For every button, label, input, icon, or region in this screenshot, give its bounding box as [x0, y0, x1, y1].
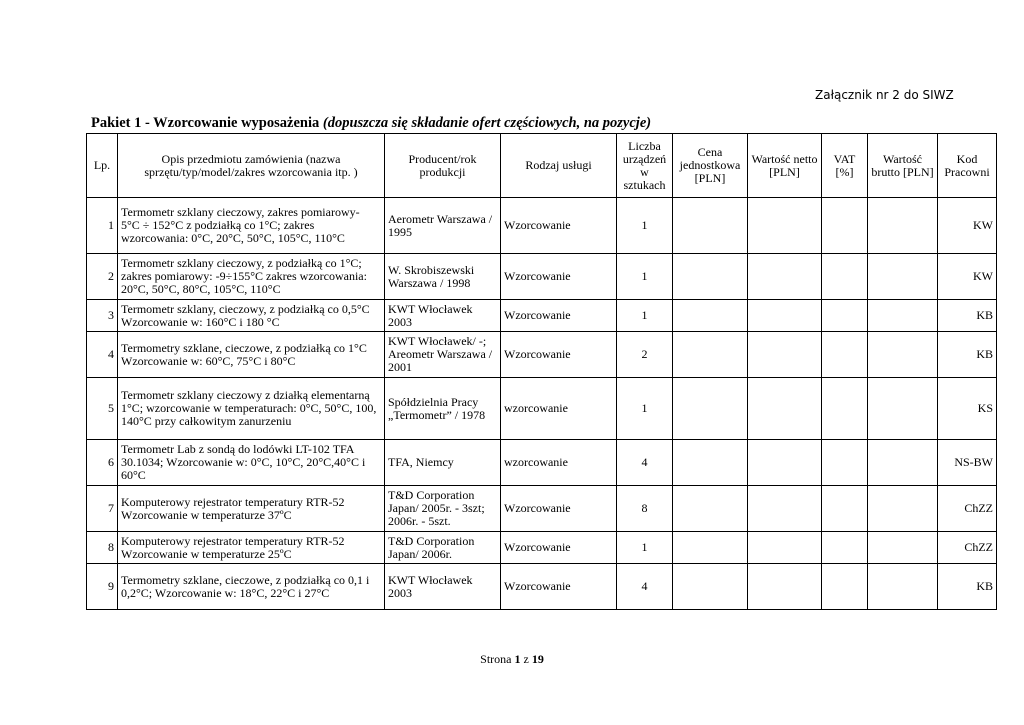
col-service: Rodzaj usługi: [501, 134, 617, 198]
cell-gross-value[interactable]: [868, 378, 938, 440]
cell-lp: 2: [87, 254, 118, 300]
cell-service: wzorcowanie: [501, 378, 617, 440]
annex-label: Załącznik nr 2 do SIWZ: [815, 88, 954, 102]
cell-description: Komputerowy rejestrator temperatury RTR-52 Wzorcowanie w temperaturze 25ºC: [118, 532, 385, 564]
cell-quantity: 1: [617, 198, 673, 254]
cell-gross-value[interactable]: [868, 332, 938, 378]
col-quantity: Liczba urządzeń w sztukach: [617, 134, 673, 198]
table-row: [87, 486, 997, 532]
cell-net-value[interactable]: [748, 198, 822, 254]
cell-gross-value[interactable]: [868, 564, 938, 610]
cell-producer: T&D Corporation Japan/ 2006r.: [385, 532, 501, 564]
col-lab-code: Kod Pracowni: [938, 134, 997, 198]
cell-net-value[interactable]: [748, 254, 822, 300]
cell-lab-code: ChZZ: [938, 486, 997, 532]
page-title: [91, 115, 651, 132]
cell-unit-price[interactable]: [673, 254, 748, 300]
cell-producer: KWT Włocławek 2003: [385, 300, 501, 332]
cell-service: Wzorcowanie: [501, 564, 617, 610]
cell-lp: 1: [87, 198, 118, 254]
cell-gross-value[interactable]: [868, 300, 938, 332]
cell-service: Wzorcowanie: [501, 300, 617, 332]
cell-unit-price[interactable]: [673, 532, 748, 564]
cell-unit-price[interactable]: [673, 378, 748, 440]
footer-prefix: Strona: [480, 652, 512, 666]
cell-lab-code: KB: [938, 332, 997, 378]
col-vat: VAT [%]: [822, 134, 868, 198]
cell-vat[interactable]: [822, 254, 868, 300]
table-row: [87, 300, 997, 332]
cell-gross-value[interactable]: [868, 532, 938, 564]
col-lp: Lp.: [87, 134, 118, 198]
cell-lp: 8: [87, 532, 118, 564]
page-footer: [0, 652, 1024, 667]
cell-gross-value[interactable]: [868, 440, 938, 486]
cell-lp: 5: [87, 378, 118, 440]
cell-quantity: 1: [617, 378, 673, 440]
cell-service: Wzorcowanie: [501, 486, 617, 532]
cell-quantity: 1: [617, 532, 673, 564]
cell-lab-code: KW: [938, 254, 997, 300]
cell-lab-code: NS-BW: [938, 440, 997, 486]
cell-vat[interactable]: [822, 378, 868, 440]
footer-separator: z: [523, 652, 529, 666]
cell-producer: Spółdzielnia Pracy „Termometr” / 1978: [385, 378, 501, 440]
cell-producer: KWT Włocławek/ -; Areometr Warszawa / 2001: [385, 332, 501, 378]
col-unit-price: Cena jednostkowa [PLN]: [673, 134, 748, 198]
cell-description: Termometr szklany cieczowy, z podziałką co 1°C; zakres pomiarowy: -9÷155°C zakres wzorcowania: 20°C, 50°C, 80°C, 105°C, 110°C: [118, 254, 385, 300]
table-row: [87, 332, 997, 378]
cell-producer: T&D Corporation Japan/ 2005r. - 3szt; 2006r. - 5szt.: [385, 486, 501, 532]
cell-net-value[interactable]: [748, 440, 822, 486]
title-note: (dopuszcza się składanie ofert częściowych, na pozycje): [322, 115, 652, 131]
table-row: [87, 198, 997, 254]
cell-vat[interactable]: [822, 440, 868, 486]
table-row: [87, 254, 997, 300]
cell-net-value[interactable]: [748, 332, 822, 378]
table-row: [87, 378, 997, 440]
cell-quantity: 4: [617, 440, 673, 486]
cell-producer: KWT Włocławek 2003: [385, 564, 501, 610]
cell-gross-value[interactable]: [868, 486, 938, 532]
table-header-row: [87, 134, 997, 198]
cell-service: Wzorcowanie: [501, 332, 617, 378]
cell-lp: 9: [87, 564, 118, 610]
footer-page-number: 1: [514, 652, 521, 666]
table-row: [87, 564, 997, 610]
cell-unit-price[interactable]: [673, 440, 748, 486]
cell-quantity: 4: [617, 564, 673, 610]
cell-description: Komputerowy rejestrator temperatury RTR-52 Wzorcowanie w temperaturze 37ºC: [118, 486, 385, 532]
cell-unit-price[interactable]: [673, 198, 748, 254]
cell-lab-code: KW: [938, 198, 997, 254]
cell-lab-code: ChZZ: [938, 532, 997, 564]
cell-gross-value[interactable]: [868, 198, 938, 254]
cell-net-value[interactable]: [748, 532, 822, 564]
cell-service: wzorcowanie: [501, 440, 617, 486]
cell-lp: 4: [87, 332, 118, 378]
cell-quantity: 1: [617, 254, 673, 300]
cell-description: Termometry szklane, cieczowe, z podziałką co 1°C Wzorcowanie w: 60°C, 75°C i 80°C: [118, 332, 385, 378]
cell-quantity: 2: [617, 332, 673, 378]
col-description: Opis przedmiotu zamówienia (nazwa sprzętu/typ/model/zakres wzorcowania itp. ): [118, 134, 385, 198]
cell-vat[interactable]: [822, 564, 868, 610]
cell-vat[interactable]: [822, 532, 868, 564]
cell-description: Termometr szklany cieczowy z działką elementarną 1°C; wzorcowanie w temperaturach: 0°C, 50°C, 100, 140°C przy całkowitym zanurzeniu: [118, 378, 385, 440]
cell-net-value[interactable]: [748, 486, 822, 532]
cell-vat[interactable]: [822, 486, 868, 532]
cell-description: Termometr szklany cieczowy, zakres pomiarowy- 5°C ÷ 152°C z podziałką co 1°C; zakres wzorcowania: 0°C, 20°C, 50°C, 105°C, 110°C: [118, 198, 385, 254]
footer-total-pages: 19: [531, 652, 544, 666]
col-producer: Producent/rok produkcji: [385, 134, 501, 198]
cell-lp: 7: [87, 486, 118, 532]
cell-vat[interactable]: [822, 198, 868, 254]
cell-lp: 6: [87, 440, 118, 486]
col-gross-value: Wartość brutto [PLN]: [868, 134, 938, 198]
cell-quantity: 1: [617, 300, 673, 332]
cell-vat[interactable]: [822, 300, 868, 332]
cell-lab-code: KB: [938, 300, 997, 332]
cell-unit-price[interactable]: [673, 332, 748, 378]
cell-description: Termometry szklane, cieczowe, z podziałką co 0,1 i 0,2°C; Wzorcowanie w: 18°C, 22°C i 27°C: [118, 564, 385, 610]
col-net-value: Wartość netto [PLN]: [748, 134, 822, 198]
cell-unit-price[interactable]: [673, 486, 748, 532]
cell-net-value[interactable]: [748, 378, 822, 440]
cell-lab-code: KB: [938, 564, 997, 610]
cell-unit-price[interactable]: [673, 564, 748, 610]
cell-lp: 3: [87, 300, 118, 332]
cell-description: Termometr szklany, cieczowy, z podziałką co 0,5°C Wzorcowanie w: 160°C i 180 °C: [118, 300, 385, 332]
cell-vat[interactable]: [822, 332, 868, 378]
cell-service: Wzorcowanie: [501, 254, 617, 300]
table-row: [87, 440, 997, 486]
cell-lab-code: KS: [938, 378, 997, 440]
table-row: [87, 532, 997, 564]
cell-quantity: 8: [617, 486, 673, 532]
cell-producer: W. Skrobiszewski Warszawa / 1998: [385, 254, 501, 300]
cell-unit-price[interactable]: [673, 300, 748, 332]
offer-table: [86, 133, 997, 610]
cell-producer: Aerometr Warszawa / 1995: [385, 198, 501, 254]
cell-producer: TFA, Niemcy: [385, 440, 501, 486]
cell-service: Wzorcowanie: [501, 532, 617, 564]
cell-service: Wzorcowanie: [501, 198, 617, 254]
cell-gross-value[interactable]: [868, 254, 938, 300]
cell-description: Termometr Lab z sondą do lodówki LT-102 TFA 30.1034; Wzorcowanie w: 0°C, 10°C, 20°C,40°C i 60°C: [118, 440, 385, 486]
cell-net-value[interactable]: [748, 300, 822, 332]
cell-net-value[interactable]: [748, 564, 822, 610]
title-main: Pakiet 1 - Wzorcowanie wyposażenia: [91, 115, 320, 131]
